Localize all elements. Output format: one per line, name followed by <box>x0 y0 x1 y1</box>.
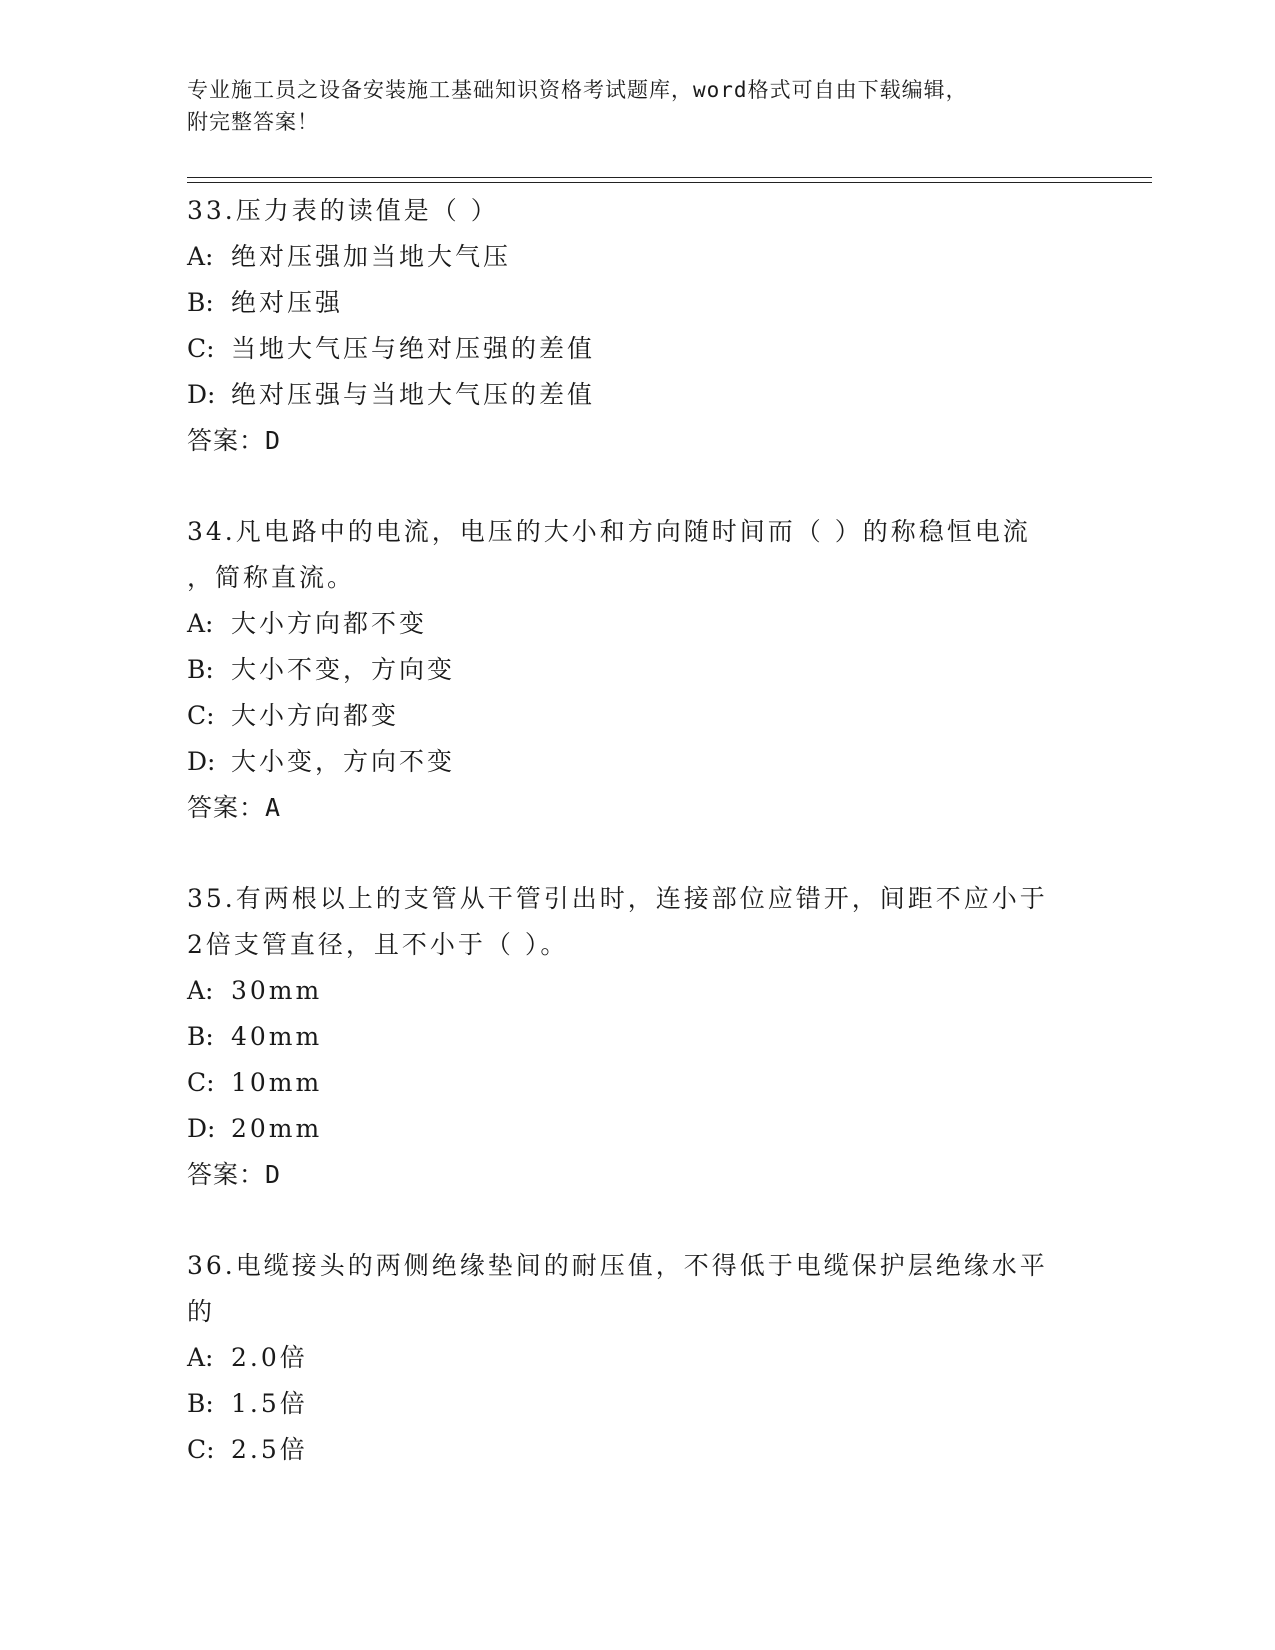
option-text: 10mm <box>231 1068 323 1097</box>
option-d <box>187 1106 1087 1152</box>
option-a <box>187 1335 1087 1381</box>
option-text: 大小变，方向不变 <box>231 747 456 776</box>
option-key: D: <box>187 1114 216 1143</box>
option-text: 大小不变，方向变 <box>231 655 456 684</box>
question-33 <box>187 188 1087 464</box>
option-key: B: <box>187 655 214 684</box>
question-list <box>187 188 1087 1518</box>
option-c <box>187 693 1087 739</box>
option-a <box>187 234 1087 280</box>
option-key: A: <box>187 609 214 638</box>
option-text: 2.5倍 <box>231 1435 308 1464</box>
question-36 <box>187 1243 1087 1473</box>
option-a <box>187 968 1087 1014</box>
option-text: 当地大气压与绝对压强的差值 <box>231 334 596 363</box>
question-text-continued: 2倍支管直径，且不小于（ ）。 <box>187 930 569 959</box>
question-text: 34.凡电路中的电流，电压的大小和方向随时间而（ ）的称稳恒电流 <box>187 517 1031 546</box>
question-text: 35.有两根以上的支管从干管引出时，连接部位应错开，间距不应小于 <box>187 884 1048 913</box>
option-text: 30mm <box>231 976 323 1005</box>
option-text: 2.0倍 <box>231 1343 308 1372</box>
option-key: C: <box>187 334 215 363</box>
question-text: 33.压力表的读值是（ ） <box>187 196 499 225</box>
question-text-continued: 的 <box>187 1297 216 1326</box>
option-key: A: <box>187 976 214 1005</box>
option-text: 大小方向都变 <box>231 701 400 730</box>
option-c <box>187 1060 1087 1106</box>
option-key: C: <box>187 701 215 730</box>
answer-line: 答案：D <box>187 1160 282 1189</box>
option-c <box>187 1427 1087 1473</box>
option-text: 大小方向都不变 <box>231 609 428 638</box>
option-a <box>187 601 1087 647</box>
option-b <box>187 647 1087 693</box>
option-d <box>187 372 1087 418</box>
header-line-1: 专业施工员之设备安装施工基础知识资格考试题库，word格式可自由下载编辑， <box>187 78 968 102</box>
option-key: C: <box>187 1435 215 1464</box>
option-b <box>187 1381 1087 1427</box>
question-text-continued: ，简称直流。 <box>187 563 356 592</box>
answer-line: 答案：D <box>187 426 282 455</box>
option-key: D: <box>187 747 216 776</box>
option-c <box>187 326 1087 372</box>
question-text: 36.电缆接头的两侧绝缘垫间的耐压值，不得低于电缆保护层绝缘水平 <box>187 1251 1048 1280</box>
option-key: A: <box>187 1343 214 1372</box>
option-text: 1.5倍 <box>231 1389 308 1418</box>
question-35 <box>187 876 1087 1198</box>
option-key: B: <box>187 288 214 317</box>
question-34 <box>187 509 1087 831</box>
option-key: C: <box>187 1068 215 1097</box>
option-b <box>187 1014 1087 1060</box>
option-key: B: <box>187 1389 214 1418</box>
option-d <box>187 739 1087 785</box>
option-key: B: <box>187 1022 214 1051</box>
option-text: 绝对压强与当地大气压的差值 <box>231 380 596 409</box>
option-text: 绝对压强 <box>231 288 344 317</box>
header-line-2: 附完整答案！ <box>187 110 319 134</box>
option-text: 20mm <box>231 1114 323 1143</box>
option-key: A: <box>187 242 214 271</box>
option-text: 绝对压强加当地大气压 <box>231 242 512 271</box>
option-b <box>187 280 1087 326</box>
header-divider-bottom <box>187 182 1152 183</box>
header-divider-top <box>187 177 1152 178</box>
answer-line: 答案：A <box>187 793 282 822</box>
document-header <box>187 74 1087 138</box>
option-key: D: <box>187 380 216 409</box>
option-text: 40mm <box>231 1022 323 1051</box>
